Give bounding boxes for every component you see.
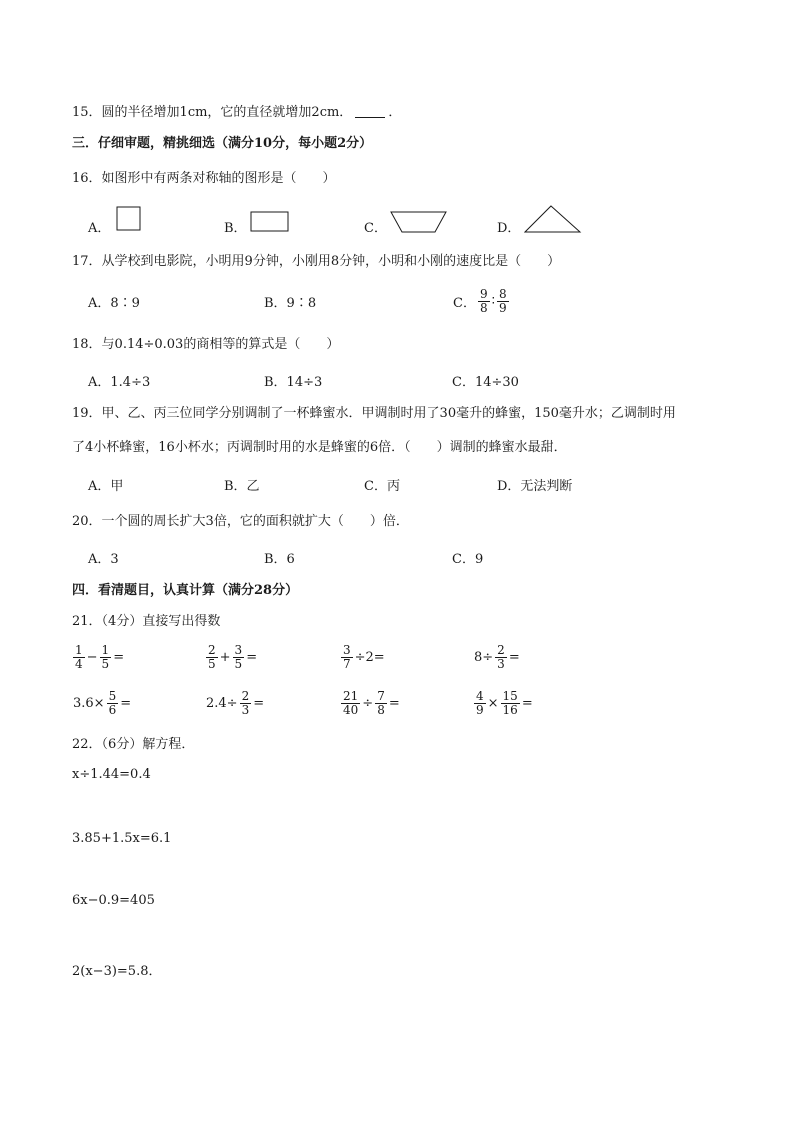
expression-prefix: 2.4÷ [206, 695, 238, 711]
answer-blank[interactable] [355, 117, 385, 118]
fraction: $\frac{4}{9}$ [476, 689, 484, 717]
fraction: $\frac{15}{16}$ [502, 689, 518, 717]
operator: + [219, 649, 231, 665]
q17-option-c[interactable] [452, 288, 510, 314]
q18-option-c[interactable]: C．14÷30 [452, 375, 519, 390]
calc-expression-8 [473, 690, 534, 716]
q16-option-b-label: B． [224, 221, 247, 236]
q16-option-a-label: A． [88, 221, 111, 236]
question-15-text: 15．圆的半径增加1cm，它的直径就增加2cm． [72, 105, 353, 120]
q19-option-b[interactable]: B．乙 [224, 479, 260, 494]
section-4-heading: 四．看清题目，认真计算（满分28分） [72, 583, 299, 598]
operator: ÷ [362, 695, 374, 711]
expression-prefix: 8÷ [474, 649, 494, 665]
equals-sign: = [508, 649, 520, 665]
fraction: $\frac{2}{3}$ [497, 643, 505, 671]
question-20-stem: 20．一个圆的周长扩大3倍，它的面积就扩大（ ）倍． [72, 514, 409, 529]
question-19-line-2: 了4小杯蜂蜜，16小杯水；丙调制时用的水是蜂蜜的6倍．（ ）调制的蜂蜜水最甜． [72, 440, 567, 455]
q20-option-b[interactable]: B．6 [264, 552, 295, 567]
question-18-stem: 18．与0.14÷0.03的商相等的算式是（ ） [72, 337, 340, 352]
ratio-sign: ∶ [491, 293, 495, 309]
equals-sign: = [246, 649, 258, 665]
equals-sign: = [388, 695, 400, 711]
equals-sign: = [253, 695, 265, 711]
fraction: $\frac{3}{5}$ [234, 643, 243, 671]
q20-option-a[interactable]: A．3 [88, 552, 119, 567]
calc-expression-1 [72, 644, 125, 670]
trapezoid-icon [390, 210, 448, 234]
q19-option-c[interactable]: C．丙 [364, 479, 400, 494]
q17-option-c-label: C． [453, 295, 476, 311]
calc-expression-7 [340, 690, 401, 716]
question-15 [72, 106, 401, 119]
q17-option-b[interactable]: B．9∶8 [264, 296, 317, 311]
operator: − [86, 649, 98, 665]
calc-expression-5 [72, 690, 132, 716]
section-3-heading: 三．仔细审题，精挑细选（满分10分，每小题2分） [72, 136, 373, 151]
fraction: $\frac{2}{5}$ [208, 643, 216, 671]
calc-expression-3 [340, 644, 386, 670]
equation-1: x÷1.44=0.4 [72, 767, 151, 782]
equation-2: 3.85+1.5x=6.1 [72, 831, 172, 846]
equation-3: 6x−0.9=405 [72, 893, 155, 908]
triangle-icon [524, 204, 582, 234]
fraction: $\frac{21}{40}$ [343, 689, 359, 717]
expression-prefix: 3.6× [73, 695, 105, 711]
equals-sign: = [113, 649, 125, 665]
q16-option-d-label: D． [497, 221, 521, 236]
calc-expression-2 [205, 644, 258, 670]
question-21-stem: 21．（4分）直接写出得数 [72, 614, 221, 629]
equation-4: 2(x−3)=5.8． [72, 964, 162, 979]
q19-option-d[interactable]: D．无法判断 [497, 479, 573, 494]
q18-option-b[interactable]: B．14÷3 [264, 375, 323, 390]
fraction: $\frac{2}{3}$ [241, 689, 250, 717]
fraction: $\frac{3}{7}$ [343, 643, 351, 671]
calc-expression-6 [205, 690, 265, 716]
q18-option-a[interactable]: A．1.4÷3 [88, 375, 151, 390]
square-icon [116, 206, 142, 232]
question-17-stem: 17．从学校到电影院，小明用9分钟，小刚用8分钟，小明和小刚的速度比是（ ） [72, 254, 561, 269]
question-16-stem: 16．如图形中有两条对称轴的图形是（ ） [72, 171, 336, 186]
q20-option-c[interactable]: C．9 [452, 552, 484, 567]
question-15-tail: ． [388, 105, 402, 120]
fraction: $\frac{5}{6}$ [108, 689, 117, 717]
fraction: $\frac{7}{8}$ [377, 689, 385, 717]
equals-sign: = [120, 695, 132, 711]
calc-expression-4 [473, 644, 521, 670]
question-19-line-1: 19．甲、乙、丙三位同学分别调制了一杯蜂蜜水．甲调制时用了30毫升的蜂蜜，150毫升水；乙调制时用 [72, 406, 676, 421]
operator: × [487, 695, 499, 711]
q17-option-a[interactable]: A．8∶9 [88, 296, 140, 311]
expression-rest: ÷2= [354, 649, 385, 665]
fraction: $\frac{8}{9}$ [498, 287, 507, 315]
rectangle-icon [250, 211, 290, 233]
fraction: $\frac{1}{5}$ [101, 643, 110, 671]
fraction: $\frac{1}{4}$ [75, 643, 83, 671]
q16-option-c-label: C． [364, 221, 387, 236]
question-22-stem: 22．（6分）解方程． [72, 737, 195, 752]
q19-option-a[interactable]: A．甲 [88, 479, 124, 494]
equals-sign: = [521, 695, 533, 711]
fraction: $\frac{9}{8}$ [479, 287, 488, 315]
